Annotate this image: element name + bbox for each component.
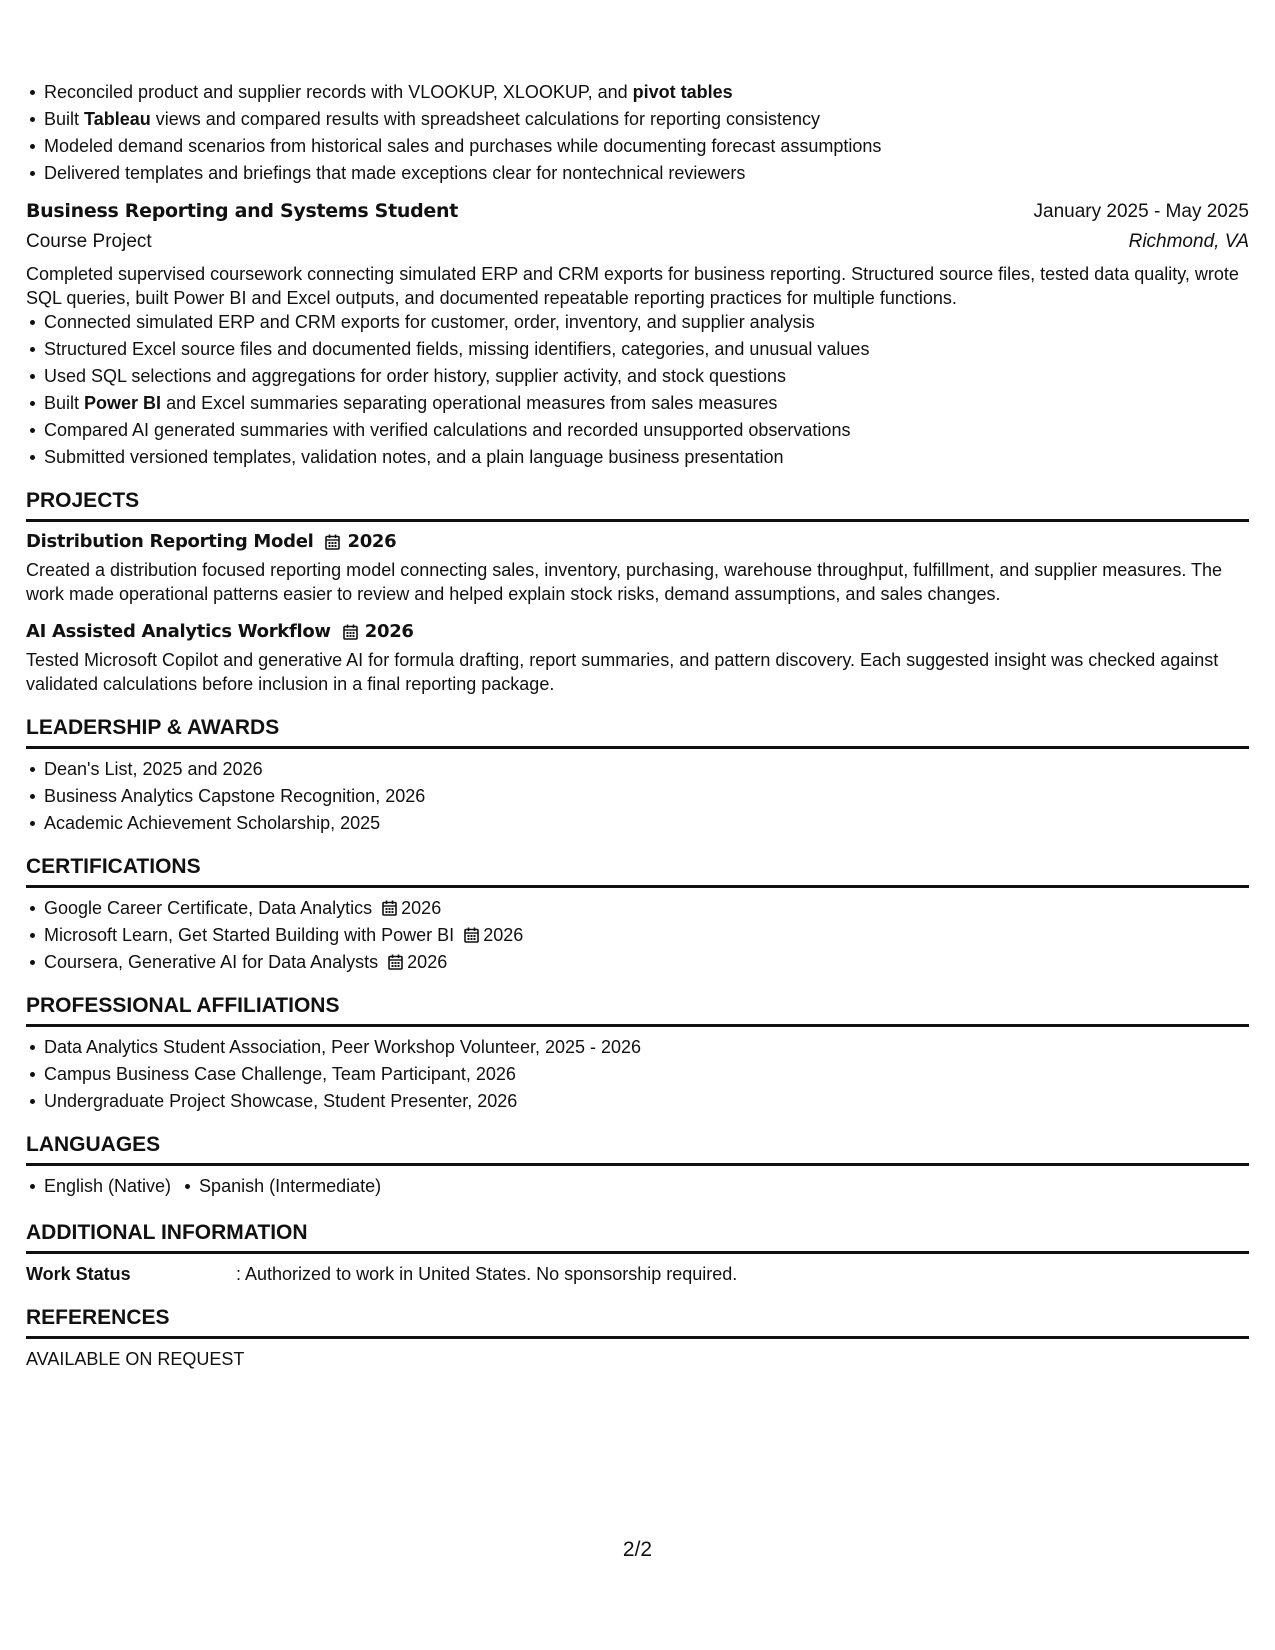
job-location: Richmond, VA [1128,231,1249,252]
list-item: Modeled demand scenarios from historical sales and purchases while documenting forecast assumptions [44,134,1249,158]
certification-name: Microsoft Learn, Get Started Building with Power BI [44,925,455,945]
section-heading-additional: ADDITIONAL INFORMATION [26,1221,1249,1254]
job-bullets [26,310,1249,469]
job-header [26,199,1249,224]
list-item [44,923,1249,947]
section-heading-affiliations: PROFESSIONAL AFFILIATIONS [26,994,1249,1027]
list-item: Connected simulated ERP and CRM exports for customer, order, inventory, and supplier analysis [44,310,1249,334]
project-description: Tested Microsoft Copilot and generative AI for formula drafting, report summaries, and pattern discovery. Each suggested insight was checked against validated calculations before inclusion in a final reporting package. [26,650,1219,694]
leadership-list [26,757,1249,835]
list-item: Built Power BI and Excel summaries separating operational measures from sales measures [44,391,1249,415]
project-title: Distribution Reporting Model [26,531,314,552]
resume-page [26,80,1249,1371]
project-year: 2026 [347,531,397,552]
list-item: Spanish (Intermediate) [199,1176,382,1196]
project-header [26,620,1249,644]
calendar-icon [388,954,403,970]
list-item: Reconciled product and supplier records with VLOOKUP, XLOOKUP, and pivot tables [44,80,1249,104]
certification-name: Coursera, Generative AI for Data Analysts [44,952,379,972]
languages-list [26,1174,1249,1201]
section-heading-projects: PROJECTS [26,489,1249,522]
calendar-icon [325,534,340,550]
project-description: Created a distribution focused reporting model connecting sales, inventory, purchasing, warehouse throughput, fulfillment, and supplier measures. The work made operational patterns easier to review and helped explain stock risks, demand assumptions, and sales changes. [26,560,1223,604]
list-item: Structured Excel source files and documented fields, missing identifiers, categories, and unusual values [44,337,1249,361]
list-item: Data Analytics Student Association, Peer Workshop Volunteer, 2025 - 2026 [44,1035,1249,1059]
project-year: 2026 [364,621,414,642]
certification-name: Google Career Certificate, Data Analytics [44,898,373,918]
section-heading-leadership: LEADERSHIP & AWARDS [26,716,1249,749]
certification-year: 2026 [401,898,442,918]
work-status-row [26,1262,1249,1286]
list-item: English (Native) [44,1176,172,1196]
list-item [44,950,1249,974]
list-item [44,896,1249,920]
project-title: AI Assisted Analytics Workflow [26,621,331,642]
section-heading-languages: LANGUAGES [26,1133,1249,1166]
list-item: Delivered templates and briefings that made exceptions clear for nontechnical reviewers [44,161,1249,185]
calendar-icon [382,900,397,916]
list-item: Built Tableau views and compared results with spreadsheet calculations for reporting consistency [44,107,1249,131]
list-item: Submitted versioned templates, validation notes, and a plain language business presentation [44,445,1249,469]
projects-list [26,530,1249,696]
references-text: AVAILABLE ON REQUEST [26,1349,245,1369]
calendar-icon [464,927,479,943]
job-title: Business Reporting and Systems Student [26,200,458,222]
job-summary: Completed supervised coursework connecting simulated ERP and CRM exports for business reporting. Structured source files, tested data quality, wrote SQL queries, built Power BI and Excel outputs, and documented repeatable reporting practices for multiple functions. [26,264,1239,308]
job-subheader [26,230,1249,254]
list-item: Business Analytics Capstone Recognition, 2026 [44,784,1249,808]
work-status-value: : Authorized to work in United States. No sponsorship required. [236,1264,738,1284]
project-header [26,530,1249,554]
list-item: Compared AI generated summaries with verified calculations and recorded unsupported observations [44,418,1249,442]
certification-year: 2026 [483,925,524,945]
calendar-icon [343,624,358,640]
affiliations-list [26,1035,1249,1113]
experience-continued-bullets [26,80,1249,185]
job-organization: Course Project [26,231,152,252]
page-number: 2/2 [622,1538,653,1561]
job-dates: January 2025 - May 2025 [1033,201,1249,222]
work-status-label: Work Status [26,1264,131,1284]
list-item: Campus Business Case Challenge, Team Participant, 2026 [44,1062,1249,1086]
list-item: Undergraduate Project Showcase, Student Presenter, 2026 [44,1089,1249,1113]
list-item: Academic Achievement Scholarship, 2025 [44,811,1249,835]
certifications-list [26,896,1249,974]
certification-year: 2026 [407,952,448,972]
list-item: Used SQL selections and aggregations for order history, supplier activity, and stock questions [44,364,1249,388]
section-heading-references: REFERENCES [26,1306,1249,1339]
list-item: Dean's List, 2025 and 2026 [44,757,1249,781]
section-heading-certifications: CERTIFICATIONS [26,855,1249,888]
